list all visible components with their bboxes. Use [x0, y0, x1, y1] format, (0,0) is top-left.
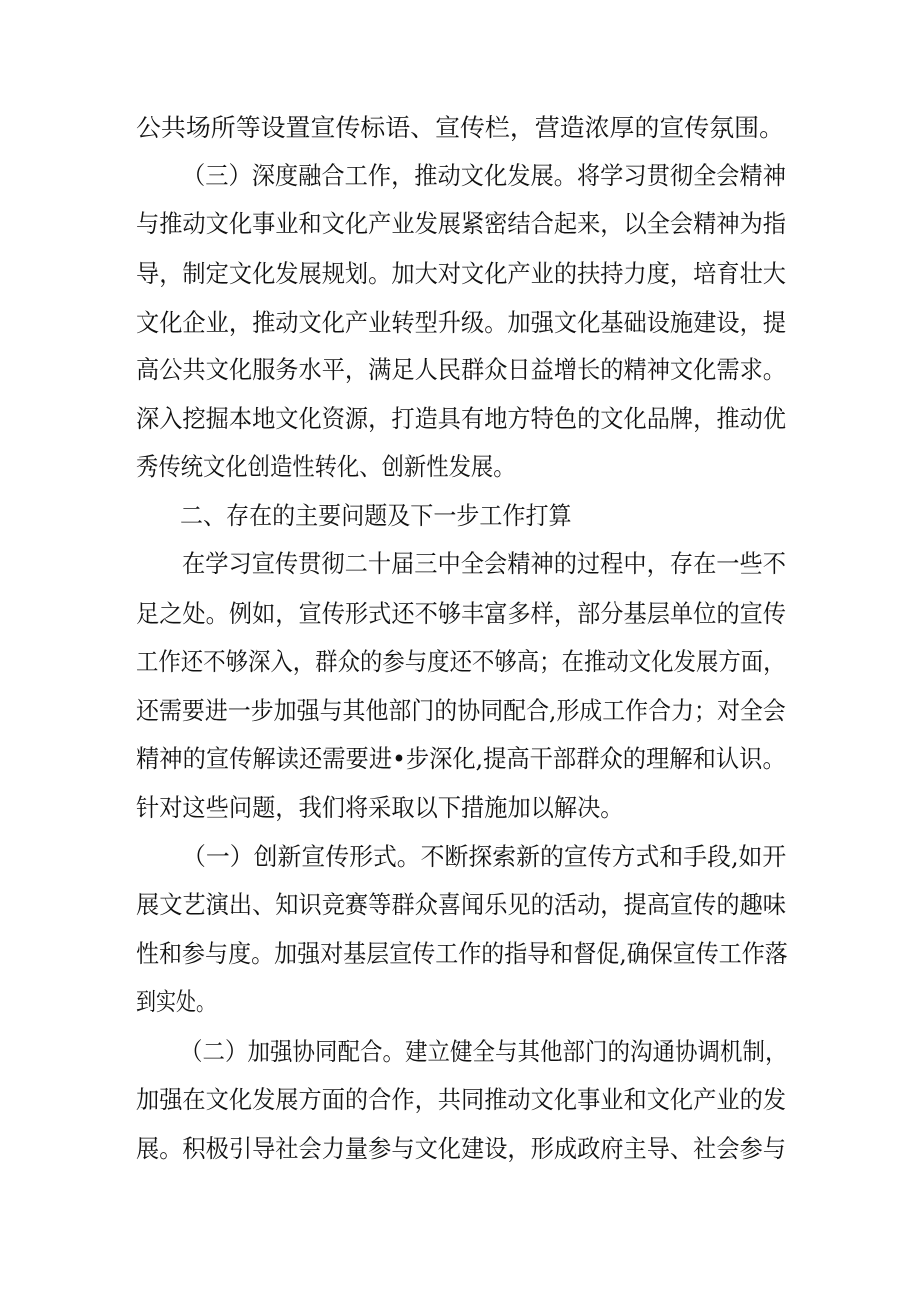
text-line: （一）创新宣传形式。不断探索新的宣传方式和手段,如开 — [182, 842, 787, 871]
text-line: 在学习宣传贯彻二十届三中全会精神的过程中，存在一些不 — [182, 549, 786, 578]
text-line: 性和参与度。加强对基层宣传工作的指导和督促,确保宣传工作落 — [136, 939, 788, 968]
text-line: 足之处。例如，宣传形式还不够丰富多样，部分基层单位的宣传 — [136, 599, 786, 628]
text-line: 针对这些问题，我们将采取以下措施加以解决。 — [136, 793, 624, 822]
text-line: 导，制定文化发展规划。加大对文化产业的扶持力度，培育壮大 — [136, 259, 786, 288]
text-line: 精神的宣传解读还需要进•步深化,提高干部群众的理解和认识。 — [136, 744, 786, 773]
text-line: 秀传统文化创造性转化、创新性发展。 — [136, 452, 516, 481]
text-line: （三）深度融合工作，推动文化发展。将学习贯彻全会精神 — [182, 161, 786, 190]
text-line: 文化企业，推动文化产业转型升级。加强文化基础设施建设，提 — [136, 308, 786, 337]
text-line: 工作还不够深入，群众的参与度还不够高；在推动文化发展方面， — [136, 647, 786, 676]
text-line: 公共场所等设置宣传标语、宣传栏，营造浓厚的宣传氛围。 — [136, 113, 784, 142]
text-line: 展。积极引导社会力量参与文化建设，形成政府主导、社会参与 — [136, 1134, 786, 1163]
section-heading: 二、存在的主要问题及下一步工作打算 — [180, 501, 572, 530]
text-line: 与推动文化事业和文化产业发展紧密结合起来，以全会精神为指 — [136, 209, 786, 238]
text-line: 高公共文化服务水平，满足人民群众日益增长的精神文化需求。 — [136, 355, 786, 384]
text-line: 展文艺演出、知识竞赛等群众喜闻乐见的活动，提高宣传的趣味 — [136, 890, 786, 919]
text-line: 深入挖掘本地文化资源，打造具有地方特色的文化品牌，推动优 — [136, 404, 786, 433]
text-line: 加强在文化发展方面的合作，共同推动文化事业和文化产业的发 — [136, 1085, 786, 1114]
text-line: 到实处。 — [136, 987, 216, 1016]
text-line: 还需要进一步加强与其他部门的协同配合,形成工作合力；对全会 — [136, 696, 786, 725]
text-line: （二）加强协同配合。建立健全与其他部门的沟通协调机制， — [180, 1037, 788, 1066]
